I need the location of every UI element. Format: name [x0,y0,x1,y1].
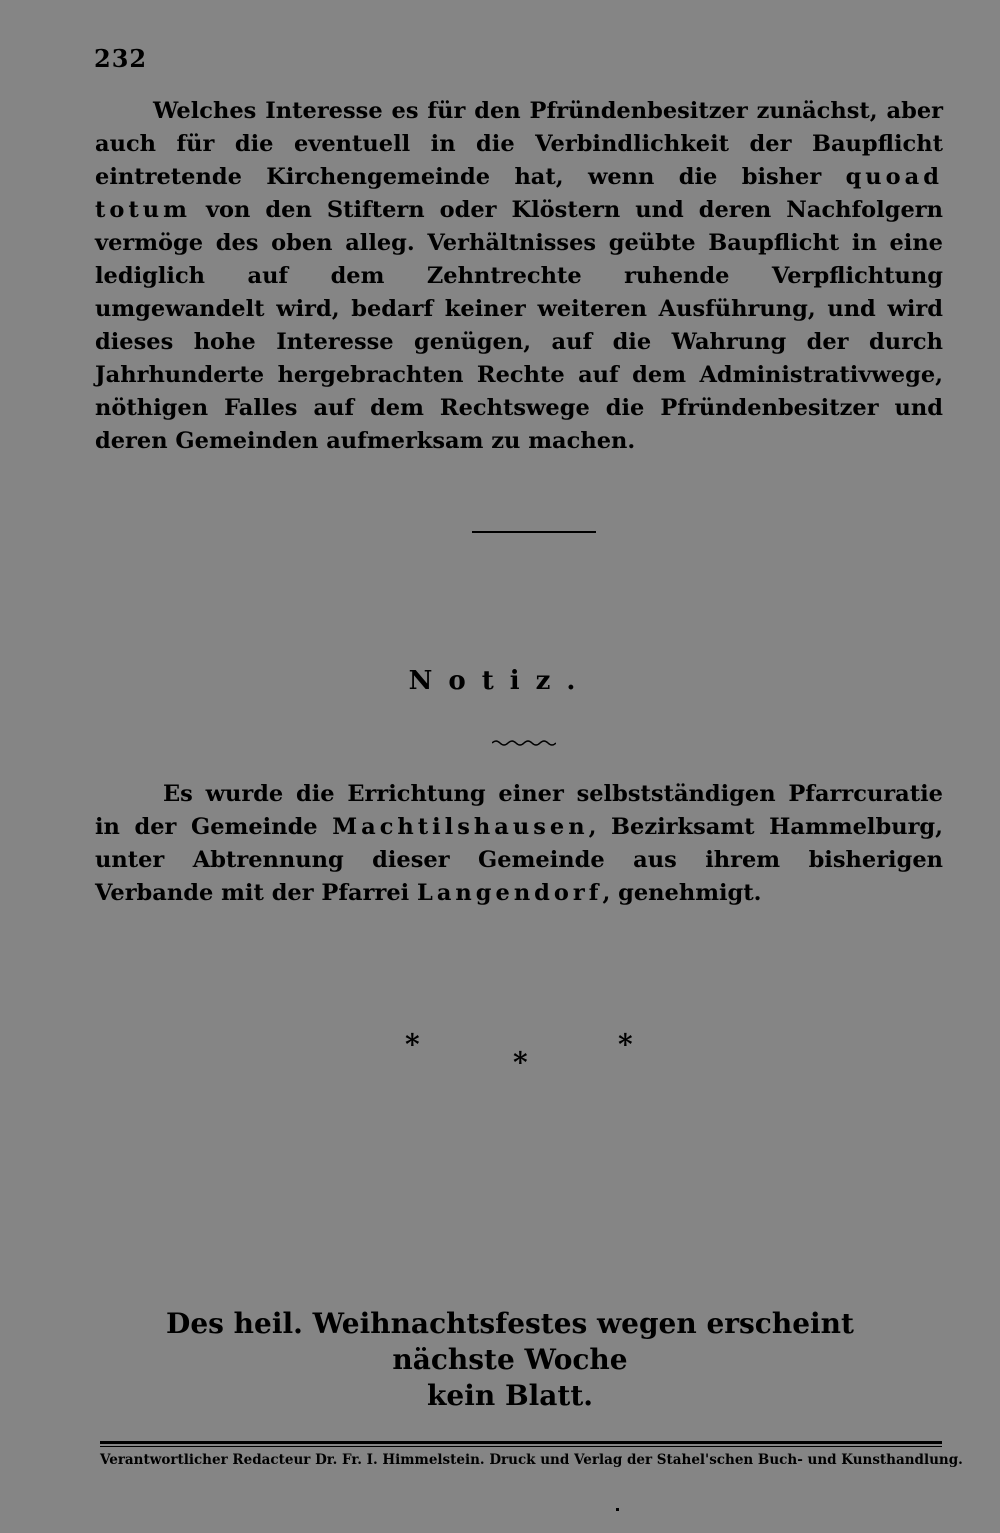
holiday-notice-line1: Des heil. Weihnachtsfestes wegen erscheint nächste Woche [166,1307,854,1376]
notice-text-start: Es wurde die Errichtung einer selbstständigen Pfarrcuratie in der Gemeinde [95,781,943,840]
paragraph-latin-phrase: quoad totum [95,164,943,223]
footer-rule-thick [100,1441,942,1444]
asterisk-left: * [405,1028,420,1061]
notice-text-middle: , Bezirksamt Hammelburg, unter Abtrennung dieser Gemeinde aus ihrem bisherigen Verbande mit der Pfarrei [95,814,943,906]
notice-text-end: , genehmigt. [602,880,762,906]
asterisk-right: * [618,1028,633,1061]
paragraph-text-end: von den Stiftern oder Klöstern und deren Nachfolgern vermöge des oben alleg. Verhältnisses geübte Baupflicht in eine lediglich auf dem Zehntrechte ruhende Verpflichtung umgewandelt wird, bedarf keiner weiteren Ausführung, und wird dieses hohe Interesse genügen, auf die Wahrung der durch Jahrhunderte hergebrachten Rechte auf dem Administrativwege, nöthigen Falles auf dem Rechtswege die Pfründenbesitzer und deren Gemeinden aufmerksam zu machen. [95,197,943,454]
article-paragraph [95,95,943,458]
footer-imprint: Verantwortlicher Redacteur Dr. Fr. I. Himmelstein. Druck und Verlag der Stahel'schen Buch- und Kunsthandlung. [100,1452,963,1468]
paragraph-text-start: Welches Interesse es für den Pfründenbesitzer zunächst, aber auch für die eventuell in die Verbindlichkeit der Baupflicht eintretende Kirchengemeinde hat, wenn die bisher [95,98,943,190]
ornament-squiggle [492,738,556,746]
notice-place-name: Machtilshausen [332,814,589,840]
section-divider-rule [472,531,596,533]
print-speck [616,1508,619,1511]
notice-parish-name: Langendorf [417,880,603,906]
footer-rule-thin [100,1446,942,1447]
asterisk-center: * [513,1046,528,1079]
notice-heading: Notiz. [408,666,592,696]
asterism-separator [0,1028,1000,1079]
holiday-notice [110,1306,910,1414]
notice-paragraph [95,778,943,910]
holiday-notice-line2: kein Blatt. [426,1379,594,1412]
page-number: 232 [94,44,148,73]
